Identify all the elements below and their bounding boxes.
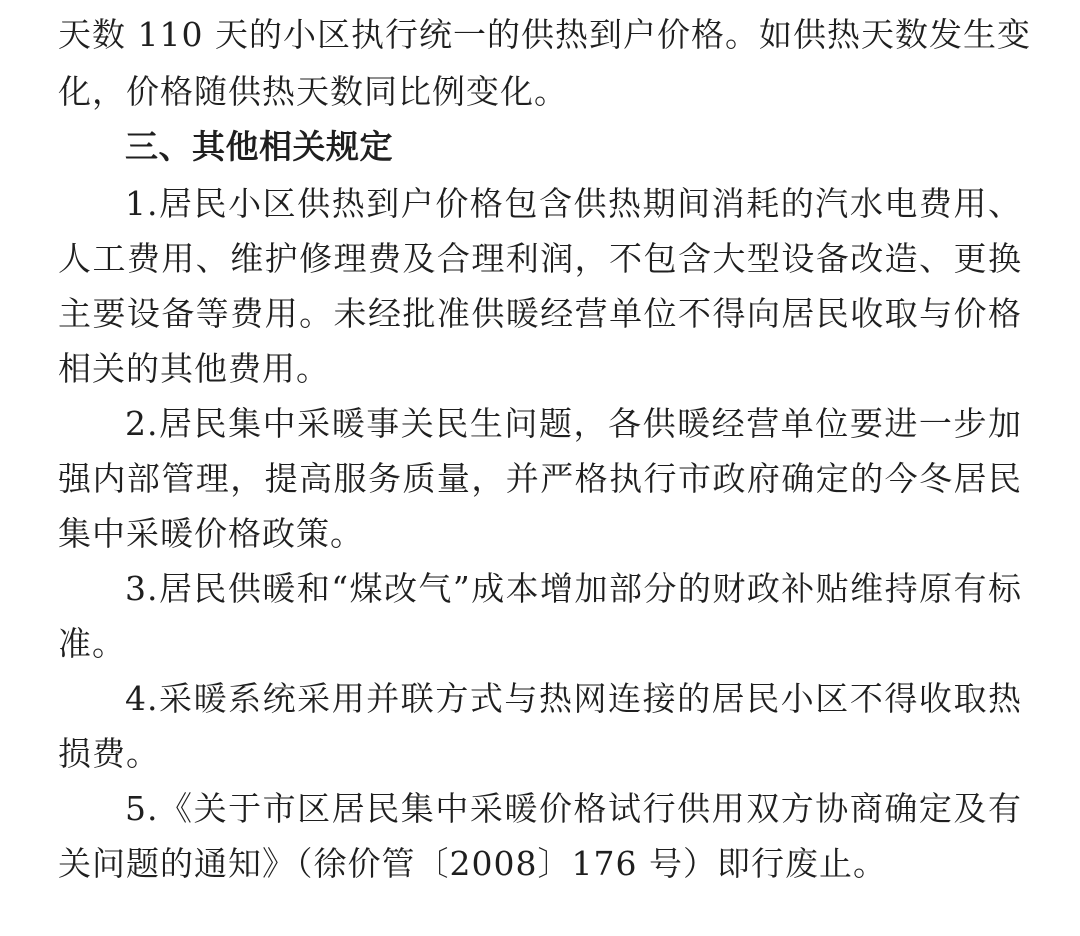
item-4-line-1: 4.采暖系统采用并联方式与热网连接的居民小区不得收取热 xyxy=(125,679,1022,718)
item-5-line-2: 关问题的通知》（徐价管〔2008〕176 号）即行废止。 xyxy=(58,844,887,883)
item-1-line-2: 人工费用、维护修理费及合理利润，不包含大型设备改造、更换 xyxy=(58,239,1022,278)
section-heading: 三、其他相关规定 xyxy=(125,127,393,166)
paragraph-continuation-line: 天数 110 天的小区执行统一的供热到户价格。如供热天数发生变 xyxy=(58,15,1031,54)
item-1-line-1: 1.居民小区供热到户价格包含供热期间消耗的汽水电费用、 xyxy=(125,184,1022,223)
item-3-line-2: 准。 xyxy=(58,624,126,663)
item-1-line-3: 主要设备等费用。未经批准供暖经营单位不得向居民收取与价格 xyxy=(58,294,1022,333)
item-2-line-2: 强内部管理，提高服务质量，并严格执行市政府确定的今冬居民 xyxy=(58,459,1022,498)
item-1-line-4: 相关的其他费用。 xyxy=(58,349,330,388)
item-2-line-3: 集中采暖价格政策。 xyxy=(58,514,364,553)
paragraph-continuation-line: 化，价格随供热天数同比例变化。 xyxy=(58,72,568,111)
item-2-line-1: 2.居民集中采暖事关民生问题，各供暖经营单位要进一步加 xyxy=(125,404,1022,443)
item-4-line-2: 损费。 xyxy=(58,734,160,773)
item-3-line-1: 3.居民供暖和“煤改气”成本增加部分的财政补贴维持原有标 xyxy=(125,569,1022,608)
item-5-line-1: 5.《关于市区居民集中采暖价格试行供用双方协商确定及有 xyxy=(125,789,1022,828)
